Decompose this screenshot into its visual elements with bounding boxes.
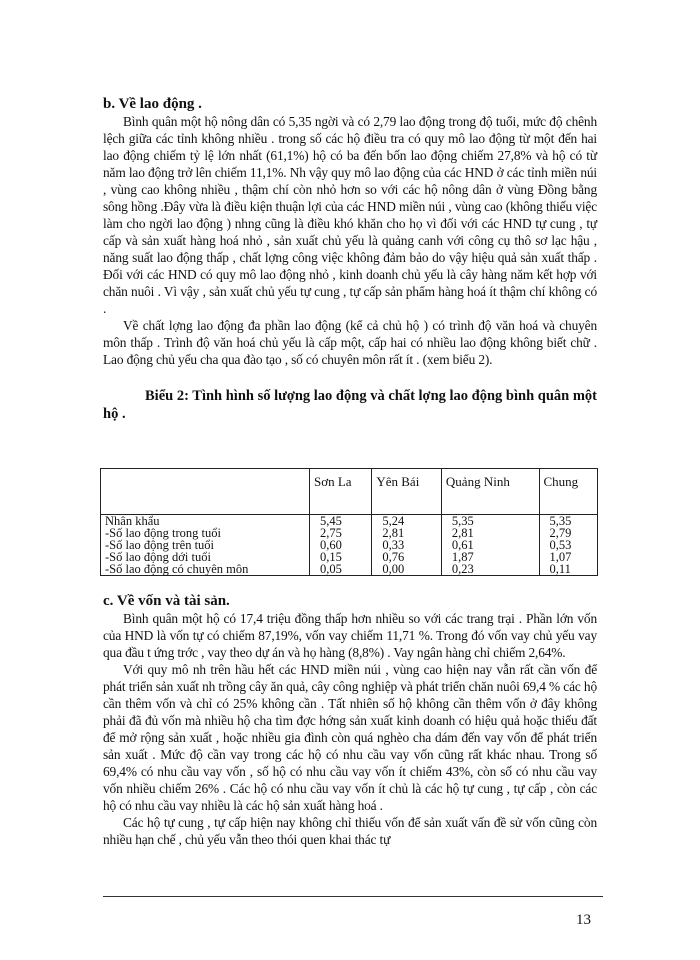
section-c-paragraph-1: Bình quân một hộ có 17,4 triệu đồng thấp hơn nhiều so với các trang trại . Phần lớn vốn của HND là vốn tự có chiếm 87,19%, vốn vay chiếm 11,71 %. Trong đó vốn vay chủ yếu vay qua đầu t ứng trớc , vay theo dự án và họ hàng (8,8%) . Vay ngân hàng chỉ chiếm 2,64%. (103, 611, 597, 660)
table-header-row (101, 469, 598, 515)
labour-table (100, 468, 598, 576)
cell-value: 0,05 (320, 562, 342, 576)
page-number: 13 (576, 912, 591, 928)
table-header-yen-bai: Yên Bái (372, 469, 442, 515)
table-row (101, 515, 598, 576)
chung-values (539, 515, 597, 576)
page-body (103, 96, 597, 423)
section-b-heading: b. Về lao động . (103, 96, 202, 112)
row-label: -Số lao động trên tuổi (105, 538, 215, 552)
row-label: Nhân khẩu (105, 514, 160, 528)
quang-ninh-values (441, 515, 539, 576)
cell-value: 0,53 (549, 538, 572, 552)
cell-value: 2,75 (320, 526, 342, 540)
yen-bai-values (372, 515, 442, 576)
section-c-paragraph-2: Với quy mô nh trên hầu hết các HND miền núi , vùng cao hiện nay vẫn rất cần vốn để phát triển sản xuất nh trồng cây ăn quả, cây công nghiệp và phát triển chăn nuôi 69,4 % các hộ cần thêm vốn và chỉ có 25% không cần . Tất nhiên số hộ không cần thêm vốn ở đây không phải đã đủ vốn mà nhiều hộ cha tìm đợc hớng sản xuất kinh doanh có hiệu quả hoặc thiếu đất để mở rộng sản xuất , hoặc nhiều gia đình còn quá nghèo cha dám đến vay vốn để phát triển sản xuất . Mức độ cần vay trong các hộ có nhu cầu vay vốn cũng rất khác nhau. Trong số 69,4% có nhu cầu vay vốn , số hộ có nhu cầu vay vốn ít chiếm 43%, còn số có nhu cầu vay vốn nhiều chiếm 26% . Các hộ có nhu cầu vay vốn ít chủ là các hộ tự cung , tự cấp , còn các hộ có nhu cầu vay nhiều là các hộ sản xuất hàng hoá . (103, 662, 597, 813)
section-b-paragraph-2: Về chất lợng lao động đa phần lao động (kể cả chủ hộ ) có trình độ văn hoá và chuyên môn thấp . Trình độ văn hoá chủ yếu là cấp một, cấp hai có nhiều lao động không biết chữ . Lao động chủ yếu cha qua đào tạo , số có chuyên môn rất ít . (xem biểu 2). (103, 318, 597, 367)
table-header-chung: Chung (539, 469, 597, 515)
cell-value: 2,81 (451, 526, 474, 540)
cell-value: 0,11 (549, 562, 571, 576)
section-c-heading: c. Về vốn và tài sản. (103, 593, 230, 609)
cell-value: 0,00 (382, 562, 405, 576)
cell-value: 5,35 (549, 514, 572, 528)
table-header-blank (101, 469, 310, 515)
cell-value: 5,24 (382, 514, 405, 528)
cell-value: 0,23 (451, 562, 474, 576)
page-body-lower (103, 593, 597, 848)
cell-value: 5,35 (451, 514, 474, 528)
cell-value: 0,61 (451, 538, 474, 552)
cell-value: 1,07 (549, 550, 572, 564)
table-caption: Biểu 2: Tình hình số lượng lao động và chất lợng lao động bình quân một hộ . (103, 388, 597, 422)
cell-value: 0,60 (320, 538, 342, 552)
row-label: -Số lao động dới tuổi (105, 550, 211, 564)
row-label: -Số lao động có chuyên môn (105, 562, 249, 576)
cell-value: 1,87 (451, 550, 474, 564)
footer-divider (103, 896, 603, 897)
row-label: -Số lao động trong tuổi (105, 526, 221, 540)
table-header-son-la: Sơn La (310, 469, 372, 515)
cell-value: 0,15 (320, 550, 342, 564)
cell-value: 5,45 (320, 514, 342, 528)
row-labels (101, 515, 310, 576)
cell-value: 0,76 (382, 550, 405, 564)
son-la-values (310, 515, 372, 576)
cell-value: 0,33 (382, 538, 405, 552)
cell-value: 2,79 (549, 526, 572, 540)
section-b-paragraph-1: Bình quân một hộ nông dân có 5,35 ngời và có 2,79 lao động trong độ tuổi, mức độ chênh lệch giữa các tỉnh không nhiều . trong số các hộ điều tra có quy mô lao động từ một đến hai lao động chiếm tỷ lệ lớn nhất (61,1%) hộ có ba đến bốn lao động chiếm 27,8% và hộ có từ năm lao động trở lên chiếm 11,1%. Nh vậy quy mô lao động của các HND ở các tỉnh miền núi , vùng cao không nhiều , thậm chí còn nhỏ hơn so với các hộ nông dân ở vùng Đồng bằng sông hồng .Đây vừa là điều kiện thuận lợi của các HND miền núi , vùng cao (không thiếu việc làm cho ngời lao động ) nhng cũng là điều khó khăn cho họ vì đối với các HND tự cung , tự cấp và sản xuất hàng hoá nhỏ , sản xuất chủ yếu là quảng canh với công cụ thô sơ lạc hậu , năng suất lao động thấp , chất lợng công việc không đảm bảo do vậy hiệu quả sản xuất thấp . Đối với các HND có quy mô lao động nhỏ , kinh doanh chủ yếu là cây hàng năm kết hợp với chăn nuôi . Vì vậy , sản xuất chủ yếu tự cung , tự cấp sản phẩm hàng hoá ít thậm chí không có . (103, 114, 597, 316)
table-header-quang-ninh: Quảng Ninh (441, 469, 539, 515)
section-c-paragraph-3: Các hộ tự cung , tự cấp hiện nay không chỉ thiếu vốn để sản xuất vấn đề sử vốn cũng còn nhiều hạn chế , chủ yếu vẫn theo thói quen khai thác tự (103, 815, 597, 847)
cell-value: 2,81 (382, 526, 405, 540)
